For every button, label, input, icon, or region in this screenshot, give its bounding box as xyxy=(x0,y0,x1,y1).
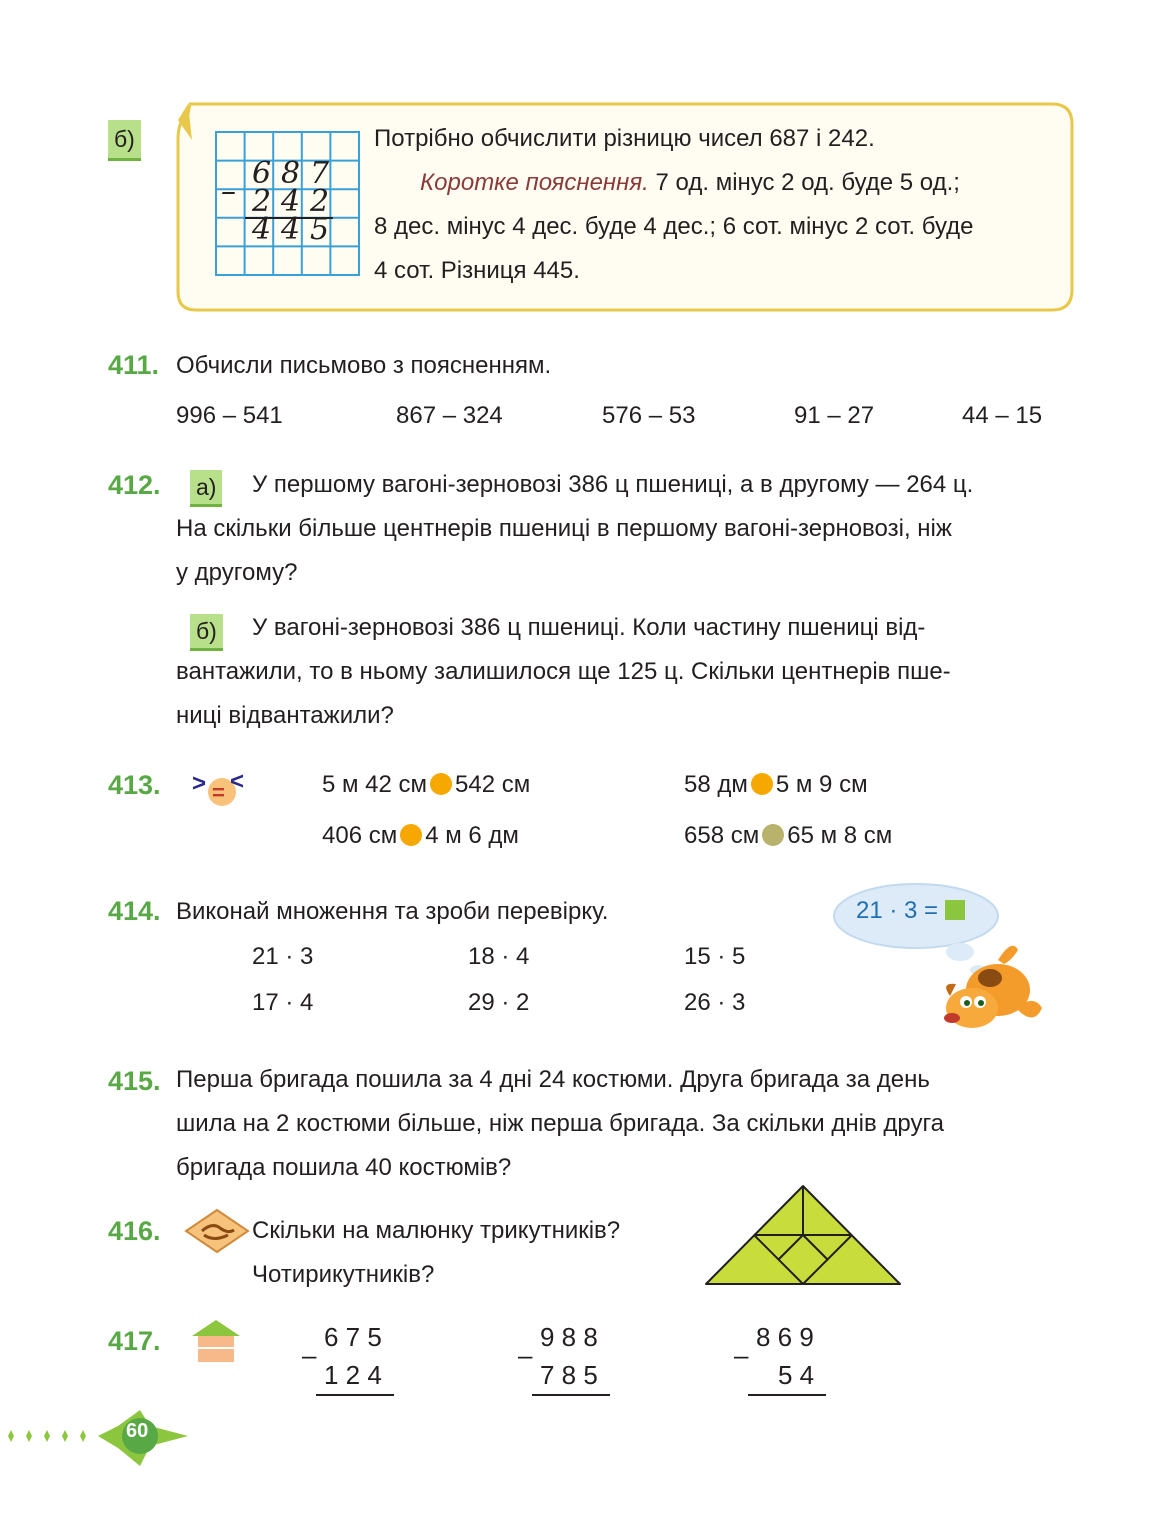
compare-left: 406 см xyxy=(322,822,398,849)
compare-left: 5 м 42 см xyxy=(322,771,428,798)
exercise-411-item: 576 – 53 xyxy=(602,402,696,429)
badge-b: б) xyxy=(108,120,141,161)
bubble-text: 21 · 3 = xyxy=(856,897,939,924)
exercise-412b-line-1: У вагоні-зерновозі 386 ц пшениці. Коли частину пшениці від- xyxy=(252,614,926,641)
grid-digit: 8 xyxy=(281,156,301,191)
exercise-412b-line-2: вантажили, то в ньому залишилося ще 125 ц. Скільки центнерів пше- xyxy=(176,658,951,685)
compare-item-2 xyxy=(684,771,868,798)
compare-item-4 xyxy=(684,822,892,849)
explanation-line-2 xyxy=(374,161,974,205)
result-line xyxy=(748,1394,826,1396)
compare-dot[interactable] xyxy=(751,773,773,795)
compare-right: 542 см xyxy=(455,771,531,798)
multiplication-item: 18 · 4 xyxy=(468,943,530,970)
exercise-412a-line-3: у другому? xyxy=(176,559,298,586)
equals-icon: = xyxy=(212,780,225,805)
result-line xyxy=(316,1394,394,1396)
grid-digit: 5 xyxy=(310,212,330,247)
exercise-411-item: 867 – 324 xyxy=(396,402,503,429)
minus-sign: – xyxy=(302,1340,317,1370)
grid-digit: 2 xyxy=(252,184,272,219)
house-icon xyxy=(186,1318,246,1364)
explanation-line-4: 4 сот. Різниця 445. xyxy=(374,257,580,284)
compare-item-3 xyxy=(322,822,519,849)
result-line xyxy=(532,1394,610,1396)
multiplication-item: 26 · 3 xyxy=(684,989,746,1016)
answer-square-icon xyxy=(945,900,965,920)
exercise-411-item: 996 – 541 xyxy=(176,402,283,429)
compare-right: 5 м 9 см xyxy=(775,771,868,798)
compare-left: 658 см xyxy=(684,822,760,849)
bubble-expression xyxy=(856,897,965,925)
exercise-415-line-3: бригада пошила 40 костюмів? xyxy=(176,1154,512,1181)
compare-right: 65 м 8 см xyxy=(787,822,893,849)
exercise-415-line-2: шила на 2 костюми більше, ніж перша бригада. За скільки днів друга xyxy=(176,1110,945,1137)
column-bottom: 5 4 xyxy=(778,1360,815,1390)
exercise-number-414: 414. xyxy=(108,896,161,926)
column-subtraction-1 xyxy=(302,1322,402,1402)
exercise-number-417: 417. xyxy=(108,1326,161,1356)
compare-item-1 xyxy=(322,771,530,798)
compare-left: 58 дм xyxy=(684,771,748,798)
less-than-icon: < xyxy=(230,768,245,795)
grid-digit: 4 xyxy=(281,184,301,219)
grid-digit: 6 xyxy=(252,156,272,191)
exercise-412a-line-2: На скільки більше центнерів пшениці в першому вагоні-зерновозі, ніж xyxy=(176,515,952,542)
column-top: 6 7 5 xyxy=(324,1322,382,1352)
explanation-line-1: Потрібно обчислити різницю чисел 687 і 242. xyxy=(374,125,875,152)
column-subtraction-2 xyxy=(518,1322,618,1402)
exercise-414-title: Виконай множення та зроби перевірку. xyxy=(176,898,609,925)
exercise-415-line-1: Перша бригада пошила за 4 дні 24 костюми. Друга бригада за день xyxy=(176,1066,930,1093)
badge-b-412: б) xyxy=(190,614,223,651)
page-number: 60 xyxy=(126,1420,149,1442)
minus-sign: – xyxy=(734,1340,749,1370)
multiplication-item: 29 · 2 xyxy=(468,989,530,1016)
grid-minus-sign: – xyxy=(221,174,236,209)
exercise-412a-line-1: У першому вагоні-зерновозі 386 ц пшениці, а в другому — 264 ц. xyxy=(252,471,974,498)
multiplication-item: 15 · 5 xyxy=(684,943,746,970)
exercise-416-line-2: Чотирикутників? xyxy=(252,1261,435,1288)
compare-dot[interactable] xyxy=(762,824,784,846)
compare-dot[interactable] xyxy=(400,824,422,846)
exercise-412b-line-3: ниці відвантажили? xyxy=(176,702,394,729)
triangle-figure xyxy=(700,1180,906,1290)
greater-than-icon: > xyxy=(192,770,207,797)
page-number-decoration xyxy=(0,1408,200,1468)
exercise-416-line-1: Скільки на малюнку трикутників? xyxy=(252,1217,621,1244)
multiplication-item: 17 · 4 xyxy=(252,989,314,1016)
exercise-number-416: 416. xyxy=(108,1216,161,1246)
exercise-number-413: 413. xyxy=(108,770,161,800)
exercise-411-item: 44 – 15 xyxy=(962,402,1043,429)
column-subtraction-3 xyxy=(734,1322,834,1402)
explanation-line-2-text: 7 од. мінус 2 од. буде 5 од.; xyxy=(648,169,960,196)
column-bottom: 7 8 5 xyxy=(540,1360,598,1390)
exercise-411-item: 91 – 27 xyxy=(794,402,875,429)
column-top: 8 6 9 xyxy=(756,1322,814,1352)
exercise-number-412: 412. xyxy=(108,470,161,500)
exercise-number-411: 411. xyxy=(108,350,160,380)
column-bottom: 1 2 4 xyxy=(324,1360,382,1390)
explanation-line-3: 8 дес. мінус 4 дес. буде 4 дес.; 6 сот. мінус 2 сот. буде xyxy=(374,213,974,240)
multiplication-item: 21 · 3 xyxy=(252,943,314,970)
short-explanation-label: Коротке пояснення. xyxy=(420,169,649,196)
handshake-icon xyxy=(184,1208,250,1254)
grid-digit: 2 xyxy=(310,184,330,219)
minus-sign: – xyxy=(518,1340,533,1370)
exercise-number-415: 415. xyxy=(108,1066,161,1096)
dog-illustration xyxy=(938,930,1048,1040)
column-top: 9 8 8 xyxy=(540,1322,598,1352)
grid-digit: 7 xyxy=(310,156,330,191)
compare-right: 4 м 6 дм xyxy=(425,822,519,849)
compare-signs-icon xyxy=(188,766,254,810)
badge-a: а) xyxy=(190,470,222,507)
exercise-411-title: Обчисли письмово з поясненням. xyxy=(176,352,552,379)
compare-dot[interactable] xyxy=(430,773,452,795)
grid-digit: 4 xyxy=(252,212,272,247)
grid-digit: 4 xyxy=(281,212,301,247)
